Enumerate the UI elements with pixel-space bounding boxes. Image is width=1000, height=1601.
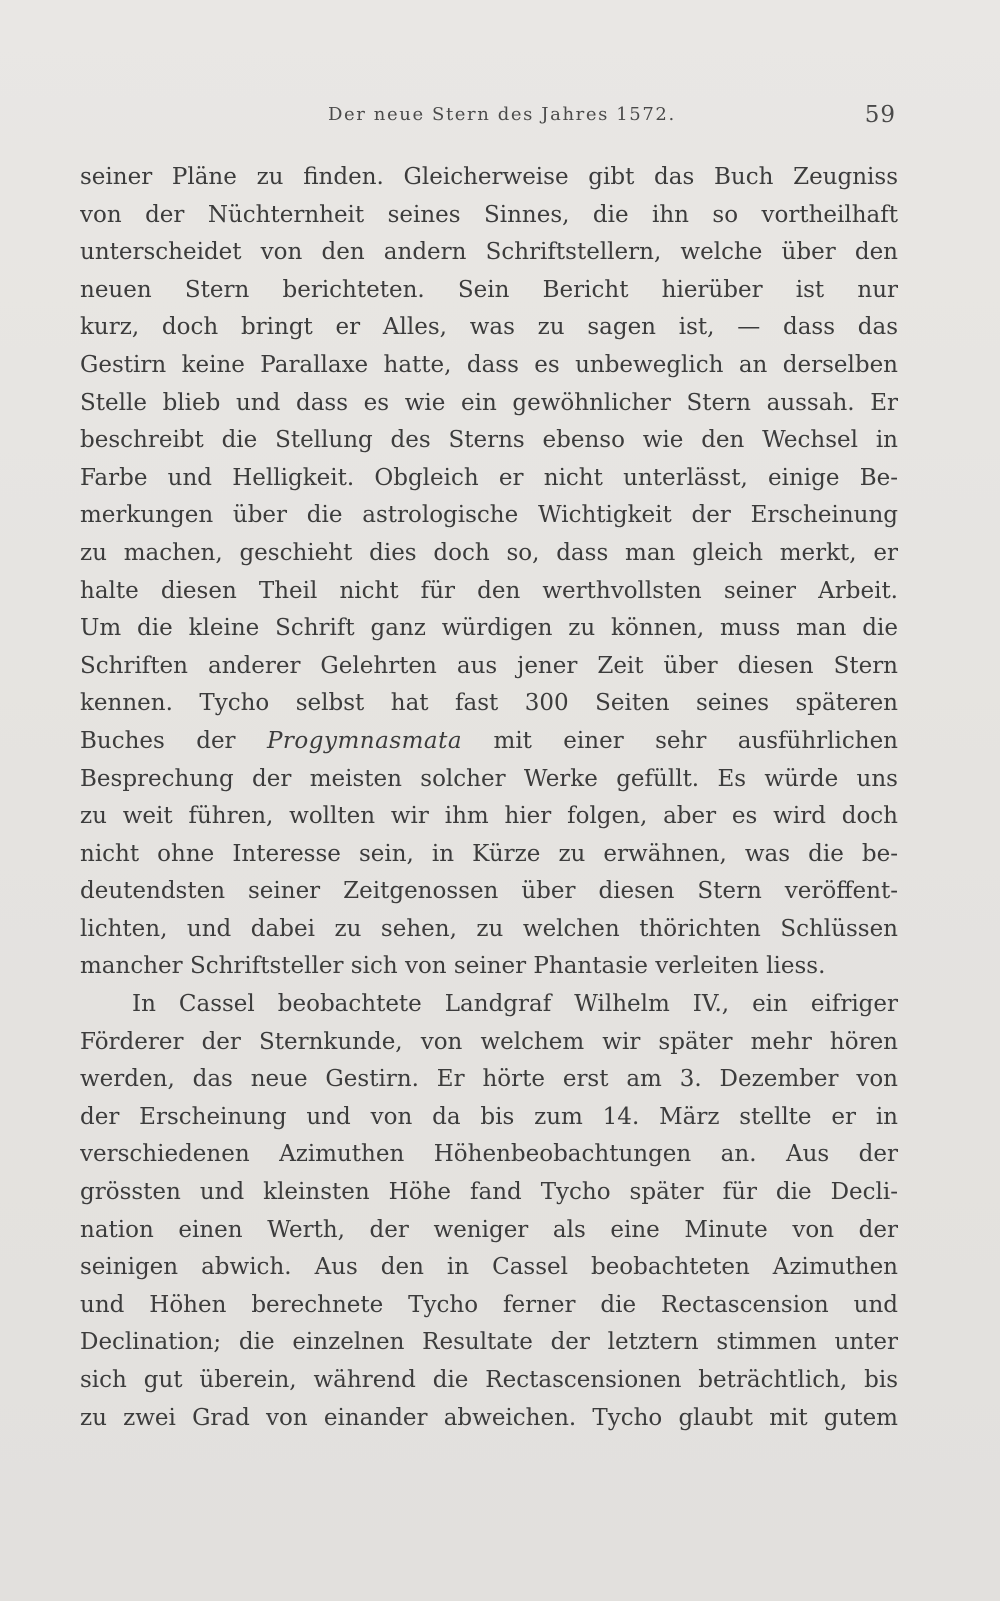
text-line: Besprechung der meisten solcher Werke gefüllt. Es würde uns bbox=[80, 765, 898, 792]
text-line: seinigen abwich. Aus den in Cassel beobachteten Azimuthen bbox=[80, 1254, 898, 1281]
text-line: zu weit führen, wollten wir ihm hier folgen, aber es wird doch bbox=[80, 803, 898, 830]
text-line-with-italic bbox=[80, 723, 898, 761]
body-text bbox=[80, 159, 898, 1437]
text-line: seiner Pläne zu finden. Gleicherweise gibt das Buch Zeugniss bbox=[80, 164, 898, 190]
running-title: Der neue Stern des Jahres 1572. bbox=[328, 104, 676, 125]
paragraph-end-line: mancher Schriftsteller sich von seiner Phantasie verleiten liess. bbox=[80, 953, 826, 980]
text-line: nicht ohne Interesse sein, in Kürze zu erwähnen, was die be- bbox=[80, 840, 898, 867]
text-line: zu zwei Grad von einander abweichen. Tycho glaubt mit gutem bbox=[80, 1404, 898, 1431]
text-line: Schriften anderer Gelehrten aus jener Zeit über diesen Stern bbox=[80, 652, 898, 679]
text-line: und Höhen berechnete Tycho ferner die Rectascension und bbox=[80, 1291, 898, 1318]
text-line: Declination; die einzelnen Resultate der letztern stimmen unter bbox=[80, 1329, 898, 1356]
text-line: der Erscheinung und von da bis zum 14. März stellte er in bbox=[80, 1103, 898, 1130]
text-line: unterscheidet von den andern Schriftstellern, welche über den bbox=[80, 239, 898, 266]
text-line: neuen Stern berichteten. Sein Bericht hierüber ist nur bbox=[80, 276, 898, 303]
text-line: von der Nüchternheit seines Sinnes, die ihn so vortheilhaft bbox=[80, 201, 898, 228]
text-line: kurz, doch bringt er Alles, was zu sagen ist, — dass das bbox=[80, 314, 898, 341]
text-line: kennen. Tycho selbst hat fast 300 Seiten seines späteren bbox=[80, 690, 898, 717]
paragraph-start-line: In Cassel beobachtete Landgraf Wilhelm IV., ein eifriger bbox=[132, 991, 898, 1018]
text-line: deutendsten seiner Zeitgenossen über diesen Stern veröffent- bbox=[80, 878, 898, 905]
text-line: beschreibt die Stellung des Sterns ebenso wie den Wechsel in bbox=[80, 427, 898, 454]
text-line: grössten und kleinsten Höhe fand Tycho später für die Decli- bbox=[80, 1179, 898, 1206]
text-line: sich gut überein, während die Rectascensionen beträchtlich, bis bbox=[80, 1367, 898, 1393]
text-segment: mit einer sehr ausführlichen bbox=[462, 727, 898, 754]
text-line: Um die kleine Schrift ganz würdigen zu können, muss man die bbox=[80, 615, 898, 642]
text-line: halte diesen Theil nicht für den werthvollsten seiner Arbeit. bbox=[80, 577, 898, 604]
text-segment: Buches der bbox=[80, 727, 267, 754]
text-line: Förderer der Sternkunde, von welchem wir später mehr hören bbox=[80, 1028, 898, 1055]
text-line: Gestirn keine Parallaxe hatte, dass es unbeweglich an derselben bbox=[80, 351, 898, 378]
text-line: lichten, und dabei zu sehen, zu welchen thörichten Schlüssen bbox=[80, 915, 898, 942]
text-line: nation einen Werth, der weniger als eine Minute von der bbox=[80, 1216, 898, 1243]
text-line: merkungen über die astrologische Wichtigkeit der Erscheinung bbox=[80, 502, 898, 529]
page-number: 59 bbox=[864, 102, 896, 128]
text-line: Stelle blieb und dass es wie ein gewöhnlicher Stern aussah. Er bbox=[80, 389, 898, 416]
book-title-italic: Progymnasmata bbox=[266, 727, 463, 754]
text-line: Farbe und Helligkeit. Obgleich er nicht unterlässt, einige Be- bbox=[80, 464, 898, 491]
running-head bbox=[80, 100, 900, 134]
text-line: verschiedenen Azimuthen Höhenbeobachtungen an. Aus der bbox=[80, 1141, 898, 1168]
text-line: zu machen, geschieht dies doch so, dass man gleich merkt, er bbox=[80, 539, 898, 566]
text-line: werden, das neue Gestirn. Er hörte erst am 3. Dezember von bbox=[80, 1066, 898, 1093]
